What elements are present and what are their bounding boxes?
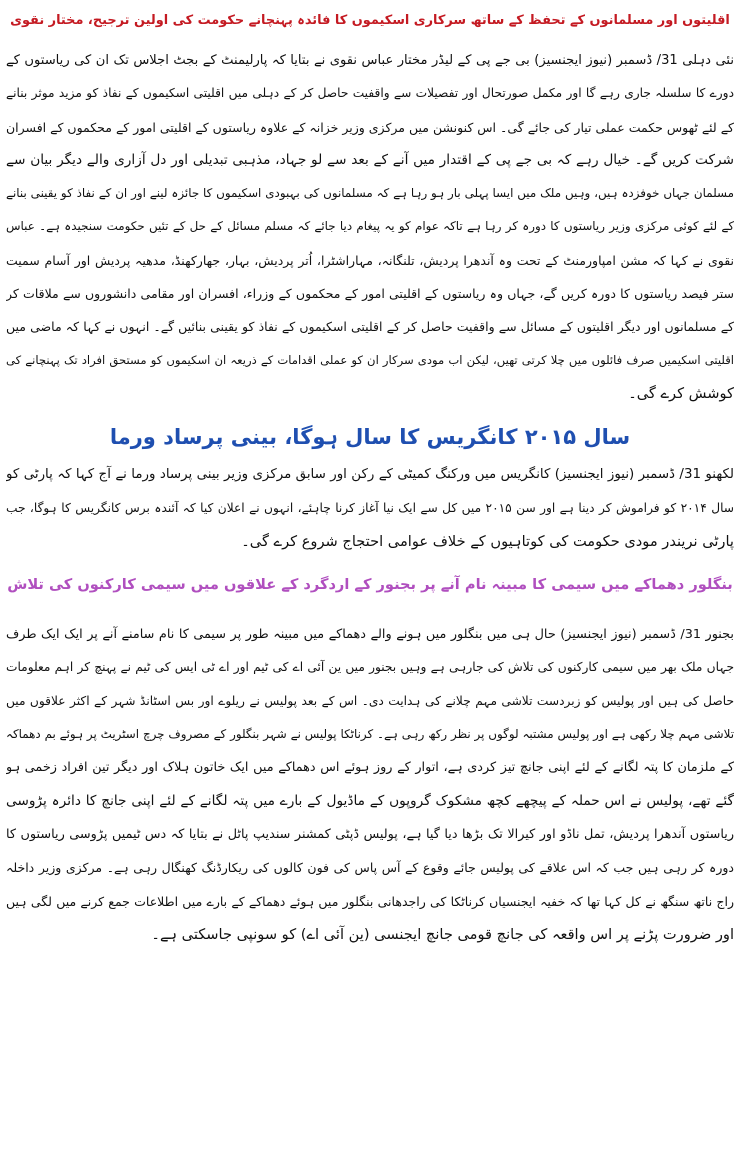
text-line: کے لئے ٹھوس حکمت عملی تیار کی جائے گی۔ اس کنونشن میں مرکزی وزیر خزانہ کے علاوہ ریاستوں کے اقلیتی امور کے محکموں کے افسران [6,119,734,135]
text-line: لکھنو 31/ ڈسمبر (نیوز ایجنسیز) کانگریس میں ورکنگ کمیٹی کے رکن اور سابق مرکزی وزیر بینی پرساد ورما نے آج کہا کہ پارٹی کو [6,467,734,483]
story-bangalore-blast [6,618,734,951]
text-line: دورہ کر رہی ہیں جب کہ اس علاقے کی پولیس جائے وقوع کے آس پاس کی فون کالوں کی ریکارڈنگ کھنگال رہی ہے۔ مرکزی وزیر داخلہ [6,860,734,876]
main-headline: اقلیتوں اور مسلمانوں کے تحفظ کے ساتھ سرکاری اسکیموں کا فائدہ پہنچانے حکومت کی اولین ترجیح، مختار نقوی [10,13,730,28]
subheadline-congress: سال ۲۰۱۵ کانگریس کا سال ہوگا، بینی پرساد ورما [109,425,631,450]
text-line: راج ناتھ سنگھ نے کل کہا تھا کہ خفیہ ایجنسیاں کرناٹکا کی راجدھانی بنگلور میں ہوئے دھماکے کے بارے میں اطلاعات جمع کرنے میں لگی ہیں [6,893,734,909]
story-minority-schemes [6,44,734,410]
text-line: اور ضرورت پڑنے پر اس واقعہ کی جانچ قومی جانچ ایجنسی (ین آئی اے) کو سونپی جاسکتی ہے۔ [151,925,734,943]
text-line: پارٹی نریندر مودی حکومت کی کوتاہیوں کے خلاف عوامی احتجاج شروع کرے گی۔ [241,532,734,550]
subheadline-bangalore-blast: بنگلور دھماکے میں سیمی کا مبینہ نام آنے پر بجنور کے اردگرد کے علاقوں میں سیمی کارکنوں کی تلاش [7,576,733,594]
text-line: بجنور 31/ ڈسمبر (نیوز ایجنسیز) حال ہی میں بنگلور میں ہونے والے دھماکے میں مبینہ طور پر سیمی کا نام سامنے آنے پر ایک ایک طرف [6,627,734,643]
text-line: کے ملزمان کا پتہ لگانے کے لئے اپنی جانچ تیز کردی ہے، اتوار کے روز ہوئے اس دھماکے میں ایک خاتون ہلاک اور دیگر تین افراد زخمی ہو [6,760,734,776]
story-congress [6,458,734,558]
text-line: شرکت کریں گے۔ خیال رہے کہ بی جے پی کے اقتدار میں آنے کے بعد سے لو جہاد، مذہبی تبدیلی اور دل آزاری والے دیگر بیان سے [6,151,734,168]
text-line: ریاستوں آندھرا پردیش، تمل ناڈو اور کیرالا تک بڑھا دیا گیا ہے، پولیس ڈپٹی کمشنر سندیپ پاٹل نے بتایا کہ دس ٹیمیں پڑوسی ریاستوں کا [6,826,734,842]
text-line: کے لئے کوئی مرکزی وزیر ریاستوں کا دورہ کر رہا ہے تاکہ عوام کو یہ پیغام دیا جائے کہ مسلم مسائل کے حل کے تئیں حکومت سنجیدہ ہے۔ عباس [6,219,734,234]
text-line: اقلیتی اسکیمیں صرف فائلوں میں چلا کرتی تھیں، لیکن اب مودی سرکار ان کو عملی اقدامات کے ذریعہ ان اسکیموں کو مستحق افراد تک پہنچانے کی [6,352,734,367]
text-line: سال ۲۰۱۴ کو فراموش کر دینا ہے اور سن ۲۰۱۵ میں کل سے ایک نیا آغاز کرنا چاہئے، انہوں نے اعلان کیا کہ آئندہ برس کانگریس کا ہوگا، جب [6,500,734,515]
text-line: گئے تھے، پولیس نے اس حملہ کے پیچھے کچھ مشکوک گروپوں کے ماڈیول کے بارے میں پتہ لگانے کے لئے اپنی جانچ کا دائرہ پڑوسی [6,792,734,809]
text-line: کے مسلمانوں اور دیگر اقلیتوں کے مسائل سے واقفیت حاصل کر کے اقلیتی اسکیموں کے نفاذ کو یقینی بنائیں گے۔ انہوں نے کہا کہ ماضی میں [6,319,734,335]
text-line: تلاشی مہم چلا رکھی ہے اور پولیس مشتبہ لوگوں پر نظر رکھ رہی ہے۔ کرناٹکا پولیس نے شہر بنگلور کے مصروف چرچ اسٹریٹ پر ہوئے بم دھماکہ [6,727,734,742]
text-line: کوشش کرے گی۔ [628,384,734,402]
text-line: حاصل کی ہیں اور پولیس کو زبردست تلاشی مہم چلانے کی ہدایت دی۔ اس کے بعد پولیس نے ریلوے اور بس اسٹانڈ شہر کے اکثر علاقوں میں [6,693,734,708]
text-line: دورے کا سلسلہ جاری رہے گا اور مکمل صورتحال اور تفصیلات سے واقفیت حاصل کر کے دہلی میں اقلیتی اسکیموں کے نفاذ کو مزید موثر بنانے [6,86,734,101]
text-line: جہاں ملک بھر میں سیمی کارکنوں کی تلاش کی جارہی ہے وہیں بجنور میں ین آئی اے کی ٹیم اور اے ٹی ایس کی ٹیم نے پہنچ کر اہم معلومات [6,660,734,675]
text-line: نقوی نے کہا کہ مشن امپاورمنٹ کے تحت وہ آندھرا پردیش، تلنگانہ، مہاراشٹرا، اُتر پردیش، بہار، جھارکھنڈ، مدھیہ پردیش اور آسام سمیت [6,252,734,268]
text-line: نئی دہلی 31/ ڈسمبر (نیوز ایجنسیز) بی جے پی کے لیڈر مختار عباس نقوی نے بتایا کہ پارلیمنٹ کے بجٹ اجلاس تک ان کی ریاستوں کے [6,53,734,68]
text-line: ستر فیصد ریاستوں کا دورہ کریں گے، جہاں وہ ریاستوں کے اقلیتی امور کے محکموں کے وزراء، افسران اور مقامی دانشوروں سے ملاقات کر [6,286,734,302]
text-line: مسلمان جہاں خوفزدہ ہیں، وہیں ملک میں ایسا پہلی بار ہو رہا ہے کہ مسلمانوں کی بہبودی اسکیموں کا جائزہ لینے اور ان کے نفاذ کو یقینی بنانے [6,186,734,201]
